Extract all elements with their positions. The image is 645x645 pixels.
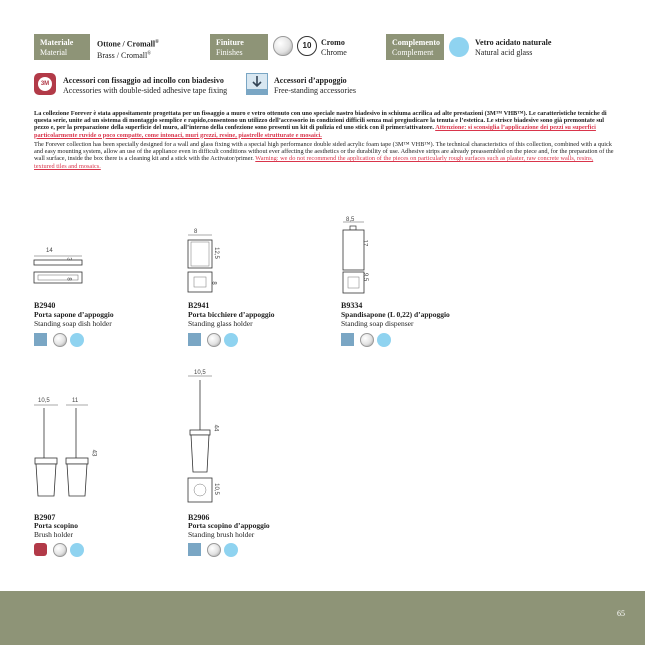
b2906-code: B2906 xyxy=(188,513,210,522)
b2907-glass-swatch xyxy=(70,543,84,557)
b2940-standing-icon xyxy=(34,333,47,346)
standing-accessories-legend xyxy=(274,76,356,96)
material-value-it: Ottone / Cromall xyxy=(97,39,156,49)
b2941-dim-height: 12,5 xyxy=(212,247,219,259)
b2906-name-it: Porta scopino d’appoggio xyxy=(188,521,270,530)
b9334-dim-height: 17 xyxy=(361,239,368,247)
b2907-dim-width: 10,5 xyxy=(38,398,50,404)
b2941-standing-icon xyxy=(188,333,201,346)
b2940-drawing xyxy=(30,245,90,290)
b2906-dim-depth: 10,5 xyxy=(212,483,219,495)
b2906-dim-height: 44 xyxy=(212,424,219,432)
b2906-standing-icon xyxy=(188,543,201,556)
intro-italian-warning: Attenzione: si sconsiglia l’applicazione dei pezzi su superfici particolarmente ruvide o poco compatte, come intonaci, muri grezzi, resine, piastrelle strutturate e mosaici. xyxy=(34,124,596,139)
b2940-glass-swatch xyxy=(70,333,84,347)
chrome-finish-swatch xyxy=(273,36,293,56)
b2907-adhesive-icon xyxy=(34,543,47,556)
material-label-en: Material xyxy=(40,48,68,57)
b2940-dim-depth: 8 xyxy=(65,277,72,281)
intro-english xyxy=(34,141,614,170)
acid-glass-swatch xyxy=(449,37,469,57)
finish-value xyxy=(321,38,347,58)
b2941-dim-depth: 8 xyxy=(210,281,217,285)
3m-badge-icon: 3M xyxy=(38,77,52,91)
b2906-chrome-swatch xyxy=(207,543,221,557)
finish-label-en: Finishes xyxy=(216,48,243,57)
complement-value xyxy=(475,38,551,58)
b2906-glass-swatch xyxy=(224,543,238,557)
material-value: Ottone / Cromall® Brass / Cromall® xyxy=(97,39,159,61)
b9334-code: B9334 xyxy=(341,301,363,310)
finish-badge-icon: 10 xyxy=(297,36,317,56)
page-footer xyxy=(0,591,645,645)
b2940-dim-width: 14 xyxy=(46,248,53,254)
material-tag xyxy=(34,34,90,60)
b2907-code: B2907 xyxy=(34,513,56,522)
b9334-drawing xyxy=(340,218,380,296)
complement-value-en: Natural acid glass xyxy=(475,48,533,57)
adhesive-accessories-title: Accessori con fissaggio ad incollo con biadesivo xyxy=(63,76,224,85)
intro-italian xyxy=(34,110,614,139)
intro-italian-body: La collezione Forever è stata appositamente progettata per un fissaggio a muro e vetro ottenuto con uno speciale nastro biadesivo in schiuma acrilica ad alte prestazioni (3M™ VHB™). Le caratteristiche tecniche di questa serie, unite ad un sistema di montaggio semplice e rapido,consentono un utilizzo dell’accessorio in condizioni difficili senza mai pregiudicare la tenuta e l’estetica. Le strisce biadesive sono già premontate sul pezzo e, per la preparazione della superficie del muro, all’interno della confezione sono presenti un kit di pulizia ed uno stick con il primer/attivatore. xyxy=(34,110,607,132)
standing-accessories-title: Accessori d’appoggio xyxy=(274,76,347,85)
standing-accessory-icon xyxy=(246,73,268,95)
finish-value-it: Cromo xyxy=(321,38,345,47)
intro-english-warning: Warning: we do not recommend the application of the pieces on particularly rough surfaces such as plaster, raw concrete walls, resins, textured tiles and mosaics. xyxy=(34,155,594,170)
b2940-code: B2940 xyxy=(34,301,56,310)
adhesive-accessories-subtitle: Accessories with double-sided adhesive tape fixing xyxy=(63,86,228,95)
b2941-dim-width: 8 xyxy=(194,229,198,235)
b9334-standing-icon xyxy=(341,333,354,346)
b2907-dim-height: 43 xyxy=(90,449,97,457)
intro-english-body: The Forever collection has been specially designed for a wall and glass fixing with a special high performance double sided acrylic foam tape (3M™ VHB™). The technical characteristics of this collection, combined with a quick and easy mounting system, allow an use of the appliance even in difficult conditions without ever affecting the aesthetics or the durability of use. Adhesive strips are already preassembled on the piece and, for the preparation of the wall surface, inside the box there is a cleaning kit and a stick with the Activator/primer. xyxy=(34,141,614,163)
b9334-glass-swatch xyxy=(377,333,391,347)
finish-label-it: Finiture xyxy=(216,38,244,47)
b2940-dim-height: 3 xyxy=(65,257,72,261)
adhesive-fixing-icon xyxy=(34,73,56,95)
material-label-it: Materiale xyxy=(40,38,74,47)
b2906-drawing xyxy=(186,372,226,510)
b9334-dim-depth: 9,5 xyxy=(362,272,369,282)
b9334-dim-width: 8,5 xyxy=(346,217,355,223)
adhesive-accessories-legend xyxy=(63,76,227,96)
b2906-dim-width: 10,5 xyxy=(194,370,206,376)
b2941-name-it: Porta bicchiere d’appoggio xyxy=(188,310,275,319)
b2941-glass-swatch xyxy=(224,333,238,347)
b9334-name-en: Standing soap dispenser xyxy=(341,319,414,328)
complement-tag xyxy=(386,34,444,60)
finish-value-en: Chrome xyxy=(321,48,347,57)
b2941-name-en: Standing glass holder xyxy=(188,319,253,328)
b2907-dim-depth: 11 xyxy=(72,398,79,404)
page-number: 65 xyxy=(617,609,625,618)
b2907-name-en: Brush holder xyxy=(34,530,73,539)
b2940-name-it: Porta sapone d’appoggio xyxy=(34,310,114,319)
complement-value-it: Vetro acidato naturale xyxy=(475,38,552,47)
b2906-name-en: Standing brush holder xyxy=(188,530,255,539)
material-value-en: Brass / Cromall xyxy=(97,51,148,61)
b2907-chrome-swatch xyxy=(53,543,67,557)
complement-label-en: Complement xyxy=(392,48,434,57)
b2941-chrome-swatch xyxy=(207,333,221,347)
b9334-name-it: Spandisapone (L 0,22) d’appoggio xyxy=(341,310,450,319)
standing-accessories-subtitle: Free-standing accessories xyxy=(274,86,356,95)
b2940-name-en: Standing soap dish holder xyxy=(34,319,112,328)
complement-label-it: Complemento xyxy=(392,38,440,47)
b2941-code: B2941 xyxy=(188,301,210,310)
b9334-chrome-swatch xyxy=(360,333,374,347)
b2907-name-it: Porta scopino xyxy=(34,521,78,530)
b2940-chrome-swatch xyxy=(53,333,67,347)
b2941-drawing xyxy=(186,232,226,294)
finish-tag xyxy=(210,34,268,60)
material-trademark: ® xyxy=(155,40,159,45)
